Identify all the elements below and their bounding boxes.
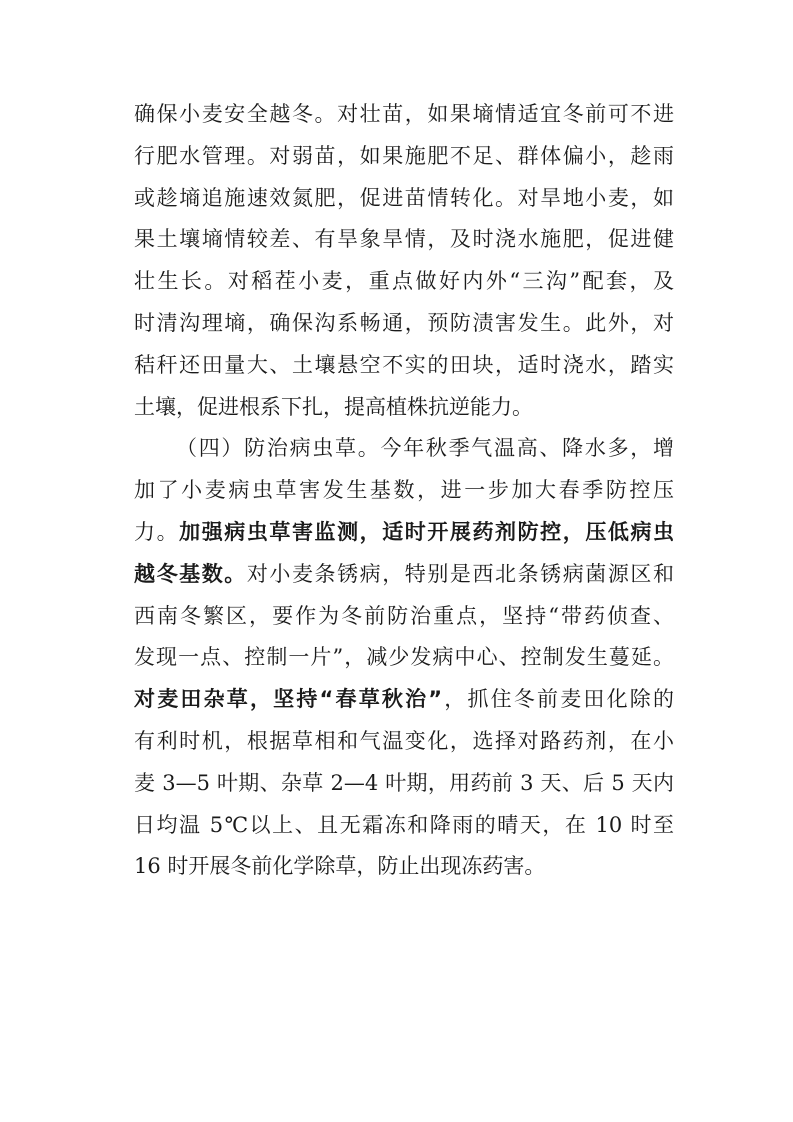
paragraph-line: 日均温 5℃以上、且无霜冻和降雨的晴天，在 10 时至 bbox=[134, 812, 674, 837]
paragraph-line bbox=[134, 554, 674, 596]
bold-text: 对麦田杂草，坚持“春草秋治” bbox=[134, 687, 443, 712]
paragraph-line bbox=[134, 428, 674, 470]
bold-text: 越冬基数。 bbox=[134, 561, 247, 586]
paragraph-line: 秸秆还田量大、土壤悬空不实的田块，适时浇水，踏实 bbox=[134, 352, 674, 377]
bold-text: 加强病虫草害监测，适时开展药剂防控，压低病虫 bbox=[179, 519, 675, 544]
paragraph-text: 今年秋季气温高、降水多，增 bbox=[380, 436, 675, 461]
paragraph-line bbox=[134, 679, 674, 721]
paragraph-line: 果土壤墒情较差、有旱象旱情，及时浇水施肥，促进健 bbox=[134, 227, 674, 252]
paragraph-line: 或趁墒追施速效氮肥，促进苗情转化。对旱地小麦，如 bbox=[134, 185, 674, 210]
paragraph-line: 有利时机，根据草相和气温变化，选择对路药剂，在小 bbox=[134, 728, 674, 753]
paragraph-line: 时清沟理墒，确保沟系畅通，预防渍害发生。此外，对 bbox=[134, 310, 674, 335]
paragraph-text: 对小麦条锈病，特别是西北条锈病菌源区和 bbox=[246, 561, 675, 586]
paragraph-line: 壮生长。对稻茬小麦，重点做好内外“三沟”配套，及 bbox=[134, 269, 674, 294]
section-heading: （四）防治病虫草。 bbox=[176, 436, 381, 461]
paragraph-line: 土壤，促进根系下扎，提高植株抗逆能力。 bbox=[134, 394, 533, 419]
paragraph-text: 力。 bbox=[134, 519, 180, 544]
paragraph-line bbox=[134, 512, 674, 554]
document-body bbox=[134, 94, 674, 888]
paragraph-line: 加了小麦病虫草害发生基数，进一步加大春季防控压 bbox=[134, 478, 674, 503]
paragraph-line: 16 时开展冬前化学除草，防止出现冻药害。 bbox=[134, 854, 546, 879]
paragraph-line: 麦 3—5 叶期、杂草 2—4 叶期，用药前 3 天、后 5 天内 bbox=[134, 770, 674, 795]
paragraph-line: 行肥水管理。对弱苗，如果施肥不足、群体偏小，趁雨 bbox=[134, 143, 674, 168]
paragraph-line: 确保小麦安全越冬。对壮苗，如果墒情适宜冬前可不进 bbox=[134, 102, 674, 126]
paragraph-text: ，抓住冬前麦田化除的 bbox=[442, 687, 675, 712]
paragraph-line: 发现一点、控制一片”，减少发病中心、控制发生蔓延。 bbox=[134, 645, 674, 670]
paragraph-line: 西南冬繁区，要作为冬前防治重点，坚持“带药侦查、 bbox=[134, 603, 674, 628]
